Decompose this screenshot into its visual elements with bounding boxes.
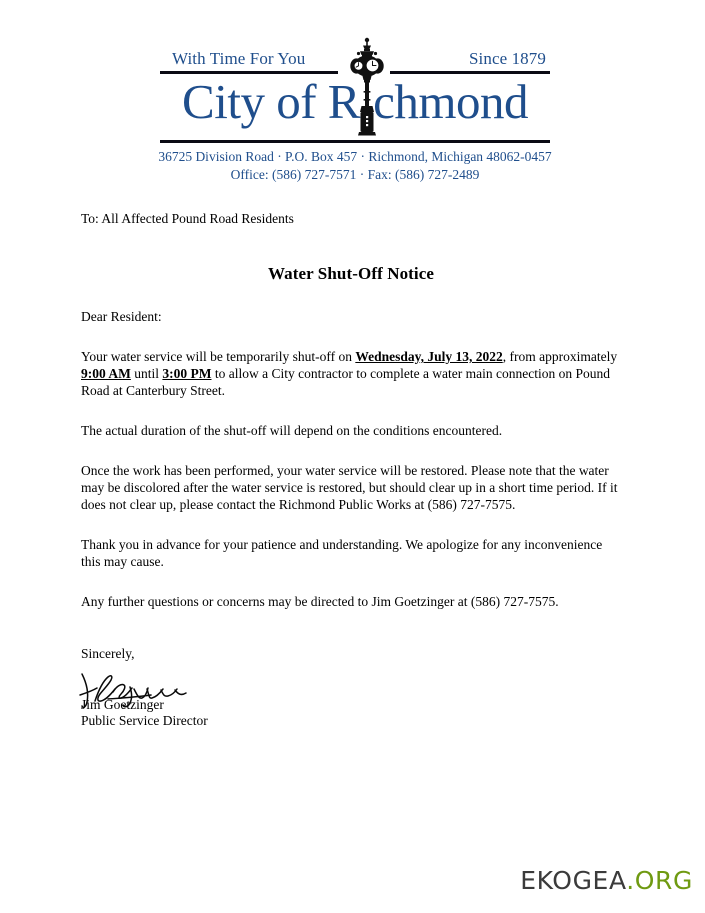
recipient-line: To: All Affected Pound Road Residents — [81, 211, 294, 226]
city-wordmark-after: chmond — [373, 74, 528, 129]
p1-text-before-date: Your water service will be temporarily shut-off on — [81, 349, 356, 364]
site-watermark — [520, 866, 693, 895]
salutation: Dear Resident: — [81, 309, 162, 324]
p1-text-after-date: , from approximately — [502, 349, 618, 364]
paragraph-duration: The actual duration of the shut-off will depend on the conditions encountered. — [81, 423, 503, 438]
paragraph-thanks: Thank you in advance for your patience and understanding. We apologize for any inconvenience this may cause. — [81, 537, 603, 569]
address-line-1: 36725 Division Road · P.O. Box 457 · Richmond, Michigan 48062-0457 — [158, 149, 552, 164]
signature-block — [81, 662, 621, 728]
watermark-tld: .ORG — [626, 866, 693, 895]
letterhead-since: Since 1879 — [468, 49, 546, 68]
letterhead-address — [156, 148, 554, 184]
shutoff-date: Wednesday, July 13, 2022 — [355, 349, 503, 364]
city-wordmark-before: City of R — [182, 74, 360, 129]
paragraph-restoration: Once the work has been performed, your water service will be restored. Please note that the water may be discolored after the water service is restored, but should clear up in a short time period. If it does not clear up, please contact the Richmond Public Works at (586) 727-7575. — [81, 463, 618, 512]
watermark-name: EKOGEA — [520, 866, 627, 895]
letterhead-rule-bottom — [160, 140, 550, 143]
address-line-2: Office: (586) 727-7571 · Fax: (586) 727-2489 — [230, 167, 480, 182]
paragraph-shutoff-details — [81, 348, 621, 399]
p1-text-tail: to allow a City contractor to complete a water main connection on Pound Road at Canterbury Street. — [81, 366, 611, 398]
p1-text-until: until — [130, 366, 163, 381]
letter-body — [81, 210, 621, 728]
shutoff-start-time: 9:00 AM — [81, 366, 131, 381]
notice-title: Water Shut-Off Notice — [267, 264, 435, 283]
letterhead-wordmark-row — [160, 74, 550, 134]
closing-line: Sincerely, — [81, 646, 135, 661]
shutoff-end-time: 3:00 PM — [162, 366, 212, 381]
letterhead — [158, 38, 552, 182]
letterhead-tagline: With Time For You — [172, 49, 306, 68]
signer-title: Public Service Director — [81, 713, 208, 728]
street-clock-icon — [345, 36, 389, 136]
signer-name: Jim Goetzinger — [81, 697, 164, 712]
paragraph-contact: Any further questions or concerns may be directed to Jim Goetzinger at (586) 727-7575. — [81, 594, 559, 609]
